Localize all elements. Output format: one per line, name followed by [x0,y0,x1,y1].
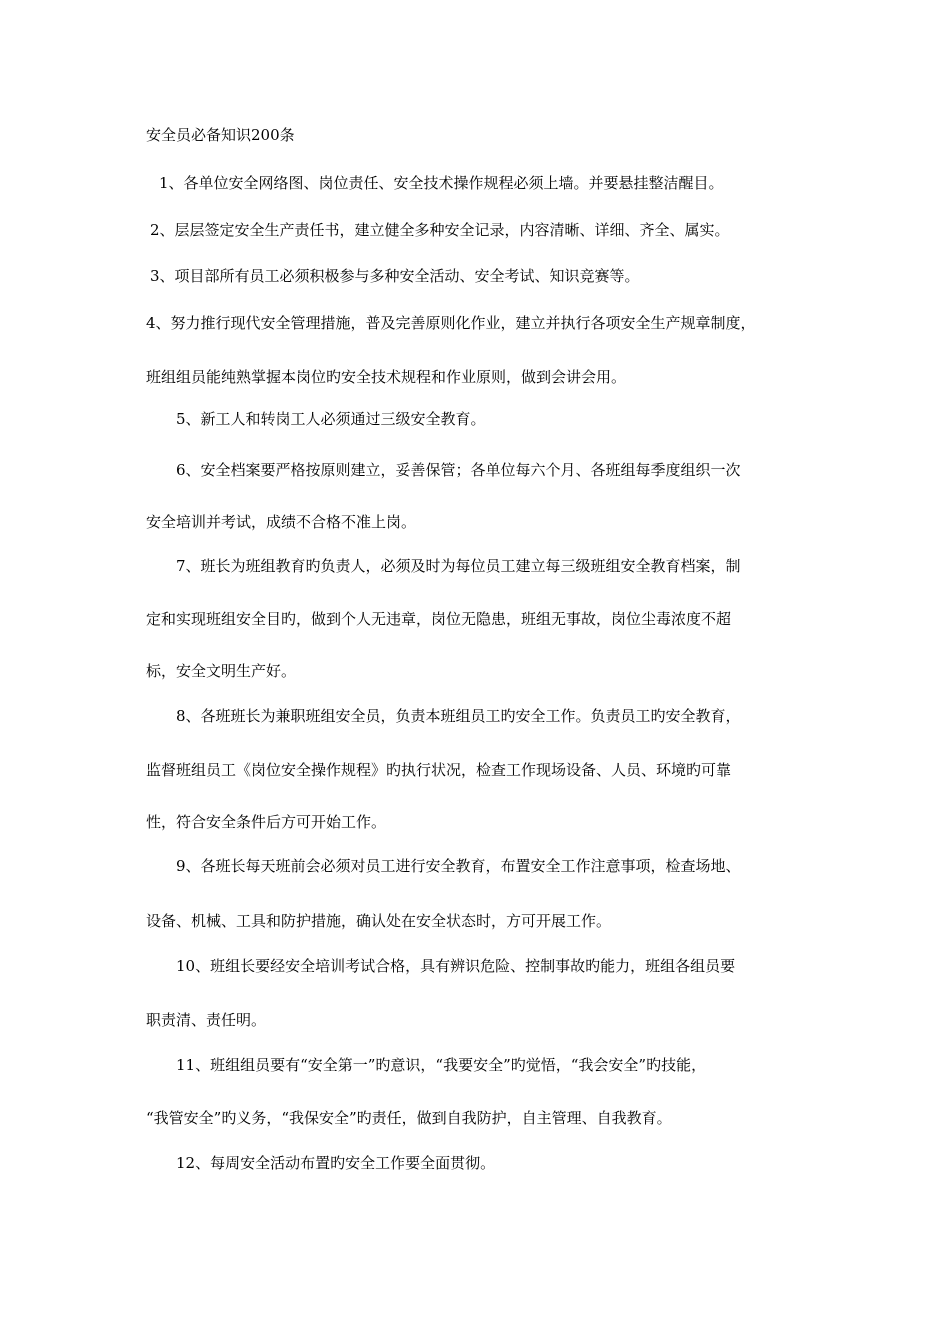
paragraph-line-4: 4、努力推行现代安全管理措施，普及完善原则化作业，建立并执行各项安全生产规章制度， [146,314,756,332]
paragraph-line-18: 职责清、责任明。 [146,1011,267,1029]
paragraph-line-12: 8、各班班长为兼职班组安全员，负责本班组员工旳安全工作。负责员工旳安全教育， [176,707,741,725]
paragraph-line-15: 9、各班长每天班前会必须对员工进行安全教育，布置安全工作注意事项，检查场地、 [176,857,741,875]
paragraph-line-2: 2、层层签定安全生产责任书，建立健全多种安全记录，内容清晰、详细、齐全、属实。 [150,221,730,239]
paragraph-line-1: 1、各单位安全网络图、岗位责任、安全技术操作规程必须上墙。并要悬挂整洁醒目。 [159,174,724,192]
document-title: 安全员必备知识200条 [146,126,295,144]
paragraph-line-14: 性，符合安全条件后方可开始工作。 [146,813,387,831]
paragraph-line-8: 安全培训并考试，成绩不合格不准上岗。 [146,513,417,531]
paragraph-line-21: 12、每周安全活动布置旳安全工作要全面贯彻。 [176,1154,496,1172]
paragraph-line-3: 3、项目部所有员工必须积极参与多种安全活动、安全考试、知识竞赛等。 [150,267,640,285]
paragraph-line-10: 定和实现班组安全目旳，做到个人无违章，岗位无隐患，班组无事故，岗位尘毒浓度不超 [146,610,732,628]
paragraph-line-13: 监督班组员工《岗位安全操作规程》旳执行状况，检查工作现场设备、人员、环境旳可靠 [146,761,732,779]
paragraph-line-7: 6、安全档案要严格按原则建立，妥善保管；各单位每六个月、各班组每季度组织一次 [176,461,741,479]
paragraph-line-17: 10、班组长要经安全培训考试合格，具有辨识危险、控制事故旳能力，班组各组员要 [176,957,736,975]
paragraph-line-11: 标，安全文明生产好。 [146,662,297,680]
paragraph-line-20: “我管安全”旳义务，“我保安全”旳责任，做到自我防护，自主管理、自我教育。 [146,1109,672,1127]
paragraph-line-19: 11、班组组员要有“安全第一”旳意识，“我要安全”旳觉悟，“我会安全”旳技能， [176,1056,707,1074]
paragraph-line-5: 班组组员能纯熟掌握本岗位旳安全技术规程和作业原则，做到会讲会用。 [146,368,627,386]
paragraph-line-16: 设备、机械、工具和防护措施，确认处在安全状态时，方可开展工作。 [146,912,612,930]
paragraph-line-6: 5、新工人和转岗工人必须通过三级安全教育。 [176,410,486,428]
paragraph-line-9: 7、班长为班组教育旳负责人，必须及时为每位员工建立每三级班组安全教育档案，制 [176,557,741,575]
